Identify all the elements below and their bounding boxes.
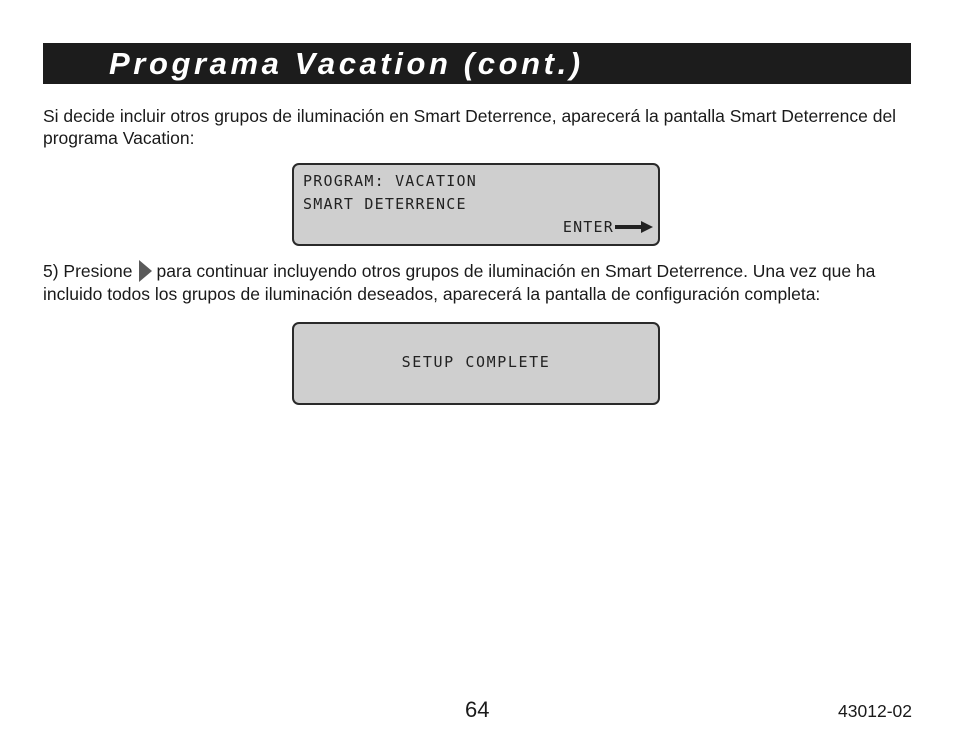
right-triangle-icon [137,259,154,283]
enter-label: ENTER [562,218,614,236]
intro-paragraph: Si decide incluir otros grupos de iluminación en Smart Deterrence, aparecerá la pantalla Smart Deterrence del programa Vacation: [43,106,897,148]
lcd-line-1: PROGRAM: VACATION [303,172,477,190]
right-arrow-icon [615,221,653,233]
step-5-text: para continuar incluyendo otros grupos de iluminación en Smart Deterrence. Una vez que ha incluido todos los grupos de iluminación deseados, aparecerá la pantalla de configuración completa: [43,261,876,304]
step-5-prefix: 5) Presione [43,261,133,281]
enter-indicator [563,218,653,236]
lcd-line-2: SMART DETERRENCE [303,195,467,213]
lcd-display-smart-deterrence [292,163,660,246]
lcd-setup-complete-text: SETUP COMPLETE [401,353,551,371]
page-title: Programa Vacation (cont.) [109,46,584,81]
page-number: 64 [465,697,490,722]
step-5-paragraph [43,259,911,305]
title-bar [43,43,911,84]
document-code: 43012-02 [838,701,912,721]
lcd-display-setup-complete [292,322,660,405]
